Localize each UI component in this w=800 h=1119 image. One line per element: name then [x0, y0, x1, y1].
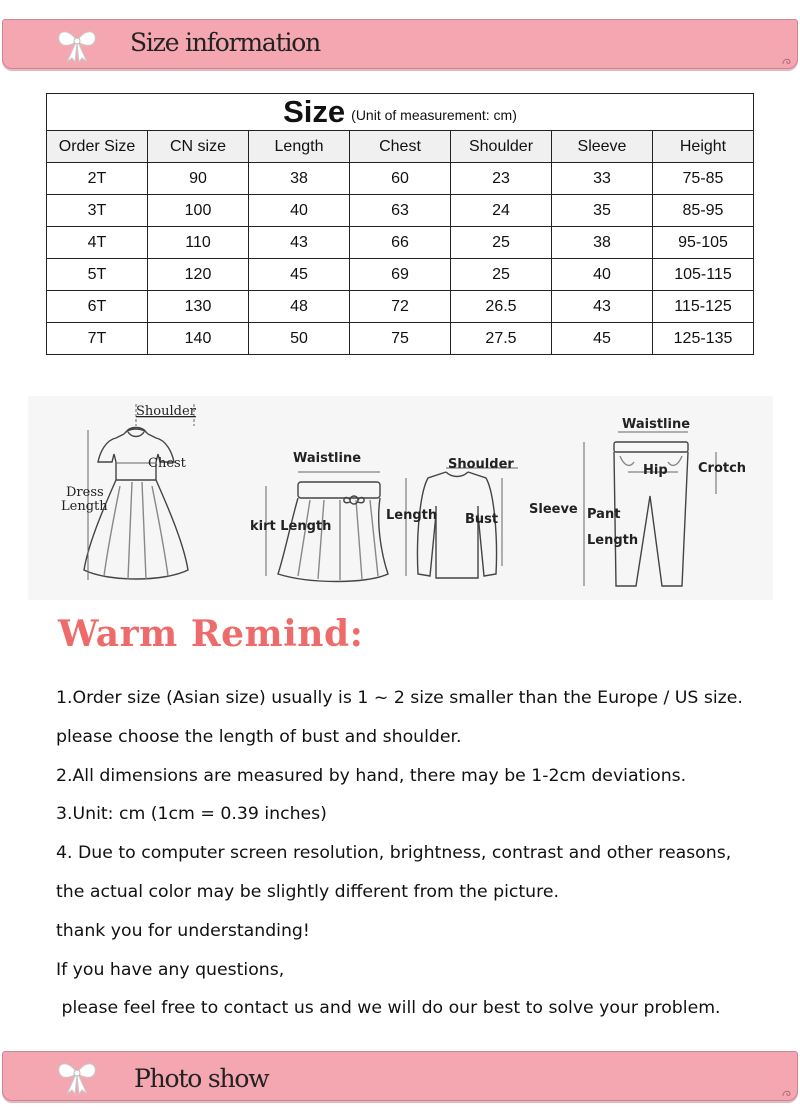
table-cell: 85-95 [653, 195, 754, 227]
table-cell: 5T [47, 259, 148, 291]
label-pant-length-2: Length [587, 533, 639, 548]
table-caption [47, 94, 754, 131]
table-cell: 23 [451, 163, 552, 195]
label-skirt-waistline: Waistline [293, 451, 362, 466]
table-title: Size [283, 94, 346, 129]
table-cell: 72 [350, 291, 451, 323]
column-header: Height [653, 131, 754, 163]
table-cell: 69 [350, 259, 451, 291]
warm-remind-title: Warm Remind: [58, 613, 364, 655]
column-header: Shoulder [451, 131, 552, 163]
table-cell: 38 [552, 227, 653, 259]
table-cell: 4T [47, 227, 148, 259]
ribbon-bow-icon [55, 24, 99, 64]
unit-note: (Unit of measurement: cm) [351, 107, 517, 123]
table-row [47, 227, 754, 259]
remind-line: 1.Order size (Asian size) usually is 1 ~ 2 size smaller than the Europe / US size. [56, 688, 743, 708]
table-cell: 48 [249, 291, 350, 323]
column-header: CN size [148, 131, 249, 163]
column-header: Chest [350, 131, 451, 163]
table-cell: 105-115 [653, 259, 754, 291]
table-cell: 90 [148, 163, 249, 195]
table-cell: 120 [148, 259, 249, 291]
warm-remind-notes [56, 684, 786, 1033]
table-cell: 125-135 [653, 323, 754, 355]
table-header-row [47, 131, 754, 163]
label-top-sleeve: Sleeve [529, 502, 578, 517]
table-cell: 50 [249, 323, 350, 355]
table-row [47, 259, 754, 291]
table-row [47, 195, 754, 227]
table-cell: 95-105 [653, 227, 754, 259]
table-cell: 63 [350, 195, 451, 227]
curl-ornament-icon [781, 1088, 793, 1098]
remind-line: thank you for understanding! [56, 920, 310, 941]
table-cell: 140 [148, 323, 249, 355]
label-top-bust: Bust [465, 512, 499, 527]
curl-ornament-icon [781, 56, 793, 66]
table-cell: 45 [249, 259, 350, 291]
size-information-banner [2, 19, 798, 69]
table-cell: 115-125 [653, 291, 754, 323]
ribbon-bow-icon [55, 1056, 99, 1096]
table-cell: 33 [552, 163, 653, 195]
table-body [47, 163, 754, 355]
table-cell: 25 [451, 227, 552, 259]
remind-line: If you have any questions, [56, 959, 285, 980]
table-cell: 26.5 [451, 291, 552, 323]
label-pant-waistline: Waistline [622, 417, 691, 432]
table-cell: 100 [148, 195, 249, 227]
column-header: Order Size [47, 131, 148, 163]
remind-line: please choose the length of bust and shoulder. [56, 726, 462, 747]
measurement-diagram [28, 396, 773, 600]
table-cell: 130 [148, 291, 249, 323]
remind-line: 2.All dimensions are measured by hand, there may be 1-2cm deviations. [56, 765, 687, 786]
table-cell: 75-85 [653, 163, 754, 195]
table-row [47, 323, 754, 355]
banner-title: Photo show [134, 1064, 269, 1093]
table-row [47, 163, 754, 195]
table-cell: 2T [47, 163, 148, 195]
table-cell: 75 [350, 323, 451, 355]
table-cell: 40 [552, 259, 653, 291]
table-cell: 25 [451, 259, 552, 291]
table-cell: 24 [451, 195, 552, 227]
remind-line: 4. Due to computer screen resolution, brightness, contrast and other reasons, [56, 843, 732, 864]
table-cell: 40 [249, 195, 350, 227]
banner-title: Size information [130, 28, 320, 57]
label-dress-length-1: Dress [66, 485, 104, 500]
remind-line: please feel free to contact us and we will do our best to solve your problem. [56, 998, 721, 1019]
photo-show-banner [2, 1051, 798, 1101]
remind-line: the actual color may be slightly different from the picture. [56, 881, 559, 902]
label-top-shoulder: Shoulder [448, 457, 514, 472]
table-cell: 7T [47, 323, 148, 355]
table-cell: 3T [47, 195, 148, 227]
table-cell: 60 [350, 163, 451, 195]
column-header: Length [249, 131, 350, 163]
label-skirt-length: kirt Length [250, 519, 332, 534]
remind-line: 3.Unit: cm (1cm = 0.39 inches) [56, 804, 327, 825]
label-pant-hip: Hip [643, 463, 668, 478]
table-cell: 66 [350, 227, 451, 259]
table-cell: 43 [552, 291, 653, 323]
label-dress-shoulder: Shoulder [136, 404, 196, 419]
table-cell: 6T [47, 291, 148, 323]
table-cell: 27.5 [451, 323, 552, 355]
table-cell: 45 [552, 323, 653, 355]
label-top-length: Length [386, 508, 438, 523]
table-cell: 38 [249, 163, 350, 195]
label-dress-chest: Chest [148, 456, 186, 471]
table-cell: 43 [249, 227, 350, 259]
label-pant-crotch: Crotch [698, 461, 747, 476]
table-cell: 35 [552, 195, 653, 227]
label-dress-length-2: Length [61, 499, 108, 514]
size-chart-table [46, 93, 754, 355]
column-header: Sleeve [552, 131, 653, 163]
table-row [47, 291, 754, 323]
table-cell: 110 [148, 227, 249, 259]
label-pant-length-1: Pant [587, 507, 621, 522]
